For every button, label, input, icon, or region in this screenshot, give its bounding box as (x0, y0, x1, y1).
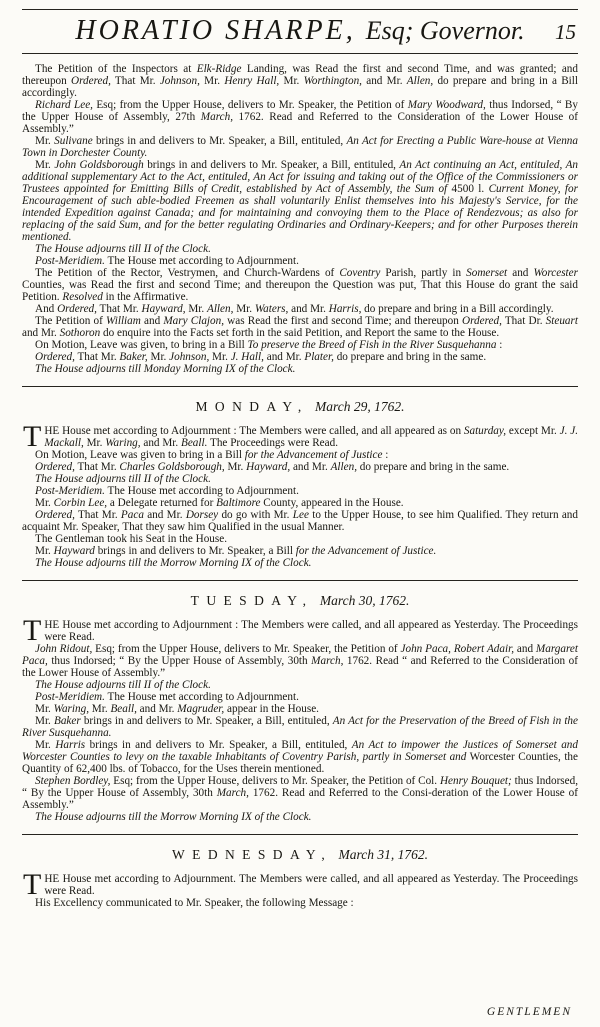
text-segment: Post-Meridiem. (35, 485, 105, 497)
text-segment: Mr. (35, 135, 55, 147)
paragraph (22, 643, 578, 679)
text-segment: thus Indorsed; “ By the Upper House of Assembly, 30th (47, 655, 312, 667)
text-segment: HE House met according to Adjournment : The Members were called, and all appeared as Yesterday. The Proceedings were Read. (44, 619, 578, 643)
text-segment: Saturday, (463, 425, 507, 437)
text-segment: Steuart (545, 315, 578, 327)
text-segment: Sulivane (54, 135, 93, 147)
text-segment: On Motion, Leave was given to bring in a Bill (35, 449, 245, 461)
paragraph (22, 739, 578, 775)
text-segment: Baker (53, 715, 81, 727)
text-segment: brings in and delivers to Mr. Speaker, a Bill, entituled, (80, 715, 333, 727)
text-segment: Magruder, (177, 703, 225, 715)
text-segment: Ordered, (35, 509, 75, 521)
text-segment: An Act continuing an Act, entituled, An additional supplementary Act to the Act, entituled, An Act for issuing and taking out of the Office of the Commissioners or Trustees appointed for Emitting Bills of Credit, established by Act of Assembly, the Sum of (22, 159, 578, 195)
text-segment: March, (311, 655, 344, 667)
running-header-suffix: Esq; Governor. (365, 16, 525, 45)
text-segment: And (35, 303, 58, 315)
text-segment: Waters, (254, 303, 289, 315)
drop-cap: T (23, 420, 42, 453)
text-segment: An Act to impower the Justices of Somerset and Worcester Counties to levy on the taxable Inhabitants of Coventry Parish, partly in Somerset and (22, 739, 578, 763)
text-segment: Ordered, (35, 351, 75, 363)
paragraph (22, 473, 578, 485)
text-segment: The House adjourns till Monday Morning IX of the Clock. (35, 363, 296, 375)
paragraph (22, 545, 578, 557)
text-segment: and Mr. (288, 303, 329, 315)
text-segment: and (140, 315, 164, 327)
section-rule (22, 580, 578, 581)
text-segment: Mr. (35, 739, 56, 751)
paragraph (22, 509, 578, 533)
text-segment: : (382, 449, 389, 461)
text-segment: The Petition of the Rector, Vestrymen, and Church-Wardens of (35, 267, 340, 279)
text-segment: Post-Meridiem. (35, 691, 105, 703)
text-segment: and (507, 267, 534, 279)
drop-cap: T (23, 868, 42, 901)
text-segment: Harris, (328, 303, 362, 315)
text-segment: That Mr. (74, 509, 121, 521)
text-segment: HE House met according to Adjournment : The Members were called, and all appeared as on (44, 425, 464, 437)
text-segment: Mr. (279, 75, 304, 87)
text-segment: do prepare and bring in a Bill accordingly. (361, 303, 554, 315)
paragraph (22, 267, 578, 303)
text-segment: An Act for the Preservation of the Breed of Fish in the River Susquehanna. (22, 715, 578, 739)
text-segment: Esq; from the Upper House, delivers to Mr. Speaker, the Petition of (92, 643, 401, 655)
paragraph (22, 255, 578, 267)
text-segment: Ordered, (35, 461, 75, 473)
paragraph (22, 533, 578, 545)
text-segment: Coventry (339, 267, 381, 279)
text-segment: The House adjourns till the Morrow Morning IX of the Clock. (35, 811, 312, 823)
text-segment: William (106, 315, 141, 327)
text-segment: Allen, (406, 75, 434, 87)
text-segment: To preserve the Breed of Fish in the River Susquehanna (247, 339, 497, 351)
text-segment: Hayward (53, 545, 95, 557)
text-segment: The House adjourns till II of the Clock. (35, 473, 211, 485)
text-segment: Johnson, (169, 351, 210, 363)
text-segment: March, (216, 787, 249, 799)
text-segment: Landing, was Read the first and second Time, and was granted; and thereupon (22, 63, 578, 87)
paragraph (22, 679, 578, 691)
text-segment: Parish, partly in (380, 267, 467, 279)
text-segment: That Mr. (74, 351, 120, 363)
text-segment: Worcester (533, 267, 578, 279)
section-heading-day: TUESDAY, (190, 593, 314, 608)
text-segment: Mary Clajon, (163, 315, 225, 327)
text-segment: HE House met according to Adjournment. The Members were called, and all appeared as Yesterday. The Proceedings were Read. (44, 873, 578, 897)
text-segment: brings in and delivers to Mr. Speaker, a Bill, entituled, (92, 135, 347, 147)
text-segment: Mr. (35, 159, 55, 171)
text-segment: Ordered, (462, 315, 502, 327)
text-segment: thus Indorsed, “ By the Upper House of Assembly, 30th (22, 775, 579, 799)
text-segment: Counties, was Read the first and second Time; and thereupon the Question was put, That this House do grant the said Petition. (22, 279, 578, 303)
text-segment: Henry Bouquet; (439, 775, 512, 787)
paragraph (22, 159, 578, 243)
text-segment: 4500 l. (447, 183, 489, 195)
text-segment: The House met according to Adjournment. (104, 485, 299, 497)
text-segment: Mr. (209, 351, 231, 363)
text-segment: That Mr. (110, 75, 160, 87)
text-segment: Beall, (110, 703, 137, 715)
text-segment: Worthington, (303, 75, 362, 87)
drop-cap: T (23, 614, 42, 647)
paragraph (22, 868, 578, 901)
text-segment: for the Advancement of Justice (244, 449, 383, 461)
text-segment: Mr. (89, 703, 111, 715)
text-segment: Hayward, (141, 303, 186, 315)
text-segment: Allen, (330, 461, 357, 473)
text-segment: Mr. (35, 497, 54, 509)
text-segment: The Gentleman took his Seat in the House. (35, 533, 228, 545)
paragraph (22, 461, 578, 473)
text-segment: The House adjourns till the Morrow Morning IX of the Clock. (35, 557, 312, 569)
text-segment: do enquire into the Facts set forth in the said Petition, and Report the same to the House. (100, 327, 500, 339)
text-segment: On Motion, Leave was given, to bring in a Bill (35, 339, 248, 351)
text-segment: The House adjourns till II of the Clock. (35, 243, 211, 255)
text-segment: That Dr. (501, 315, 546, 327)
text-segment: Esq; from the Upper House, delivers to Mr. Speaker, the Petition of (92, 99, 408, 111)
text-segment: and Mr. (140, 437, 181, 449)
text-segment: Post-Meridiem. (35, 255, 105, 267)
text-segment: Mr. (185, 303, 207, 315)
document-body (22, 63, 578, 909)
text-segment: March, (200, 111, 234, 123)
text-segment: Mr. (224, 461, 247, 473)
paragraph (22, 703, 578, 715)
text-segment: An Act for Erecting a Public Ware-house at Vienna Town in Dorchester County. (22, 135, 578, 159)
paragraph (22, 420, 579, 453)
paragraph (22, 775, 578, 811)
text-segment: thus Indorsed, “ By the Upper House of Assembly, 27th (22, 99, 578, 123)
text-segment: Waring, (53, 703, 89, 715)
text-segment: and Mr. (136, 703, 178, 715)
text-segment: The House met according to Adjournment. (104, 691, 299, 703)
text-segment: Stephen Bordley, (35, 775, 111, 787)
text-segment: Resolved (62, 291, 103, 303)
text-segment: The Proceedings were Read. (207, 437, 338, 449)
text-segment: to the Upper House, to see him Qualified. They return and acquaint Mr. Speaker, That they saw him Qualified in the usual Manner. (22, 509, 578, 533)
text-segment: Mr. (199, 75, 225, 87)
text-segment: John Paca, Robert Adair, (400, 643, 514, 655)
text-segment: Mary Woodward, (407, 99, 486, 111)
section-rule (22, 834, 578, 835)
text-segment: The House met according to Adjournment. (104, 255, 299, 267)
text-segment: Baltimore (216, 497, 261, 509)
paragraph (22, 614, 578, 647)
text-segment: Mr. (35, 703, 54, 715)
text-segment: except Mr. (506, 425, 560, 437)
text-segment: for the Advancement of Justice. (295, 545, 437, 557)
paragraph (22, 449, 578, 461)
section-heading-date: March 31, 1762. (335, 847, 428, 862)
text-segment: Current Money, for Encouragement of such able-bodied Freemen as shall voluntarily Enlist themselves into his Majesty's Service, for the intended Expedition against Canada; and for maintaining and convoying them to the Place of Rendezvous; as also for replacing of the said Sum, and for the better regulating Ordinaries and Ordinary-Keepers; and for other Purposes therein mentioned. (22, 183, 578, 243)
text-segment: Mr. (147, 351, 170, 363)
paragraph (22, 691, 578, 703)
text-segment: Sothoron (59, 327, 101, 339)
paragraph (22, 811, 578, 823)
text-segment: The House adjourns till II of the Clock. (35, 679, 211, 691)
text-segment: Harris (55, 739, 86, 751)
section-heading (22, 595, 578, 608)
text-segment: The Petition of the Inspectors at (35, 63, 197, 75)
text-segment: Mr. (35, 545, 54, 557)
text-segment: Ordered, (57, 303, 97, 315)
text-segment: That Mr. (74, 461, 120, 473)
text-segment: County, appeared in the House. (260, 497, 404, 509)
text-segment: and Mr. (290, 461, 331, 473)
paragraph (22, 363, 578, 375)
paragraph (22, 485, 578, 497)
text-segment: and Mr. (361, 75, 407, 87)
text-segment: J. J. Mackall, (44, 425, 579, 449)
text-segment: Beall. (180, 437, 208, 449)
text-segment: 1762. Read “ and Referred to the Consideration of the Lower House of Assembly.” (22, 655, 578, 679)
text-segment: Mr. (83, 437, 106, 449)
paragraph (22, 135, 578, 159)
text-segment: Margaret Paca, (22, 643, 578, 667)
text-segment: Baker, (119, 351, 148, 363)
section-heading-day: WEDNESDAY, (171, 847, 333, 862)
text-segment: Dorsey (185, 509, 219, 521)
text-segment: Plater, (304, 351, 334, 363)
text-segment: brings in and delivers to Mr. Speaker, a Bill, entituled, (85, 739, 352, 751)
page-number: 15 (555, 20, 576, 44)
text-segment: brings in and delivers to Mr. Speaker, a Bill, entituled, (143, 159, 400, 171)
section-heading (22, 401, 578, 414)
text-segment: do prepare and bring in a Bill accordingly. (22, 75, 579, 99)
text-segment: John Ridout, (35, 643, 93, 655)
text-segment: John Goldsborough (54, 159, 144, 171)
text-segment: Worcester Counties, the Quantity of 62,400 lbs. of Tobacco, for the Uses therein mentioned. (22, 751, 578, 775)
text-segment: Hayward, (246, 461, 291, 473)
text-segment: do go with Mr. (218, 509, 293, 521)
paragraph (22, 339, 578, 351)
text-segment: a Delegate returned for (107, 497, 217, 509)
text-segment: Richard Lee, (35, 99, 93, 111)
text-segment: Esq; from the Upper House, delivers to Mr. Speaker, the Petition of Col. (110, 775, 440, 787)
text-segment: J. Hall, (230, 351, 264, 363)
text-segment: was Read the first and second Time; and thereupon (224, 315, 462, 327)
text-segment: and (514, 643, 536, 655)
text-segment: do prepare and bring in the same. (333, 351, 487, 363)
text-segment: Somerset (466, 267, 508, 279)
text-segment: brings in and delivers to Mr. Speaker, a Bill (94, 545, 296, 557)
text-segment: Corbin Lee, (53, 497, 108, 509)
catchword: GENTLEMEN (486, 1006, 572, 1018)
section-heading-date: March 29, 1762. (311, 399, 405, 414)
paragraph (22, 243, 578, 255)
text-segment: do prepare and bring in the same. (357, 461, 510, 473)
paragraph (22, 63, 578, 99)
text-segment: Allen, (206, 303, 234, 315)
paragraph (22, 715, 578, 739)
text-segment: and Mr. (143, 509, 186, 521)
paragraph (22, 303, 578, 315)
text-segment: and Mr. (22, 327, 60, 339)
text-segment: That Mr. (96, 303, 142, 315)
text-segment: : (496, 339, 503, 351)
running-header-title: HORATIO SHARPE, (75, 15, 356, 46)
text-segment: Mr. (35, 715, 54, 727)
paragraph (22, 497, 578, 509)
section-rule (22, 386, 578, 387)
text-segment: The Petition of (35, 315, 107, 327)
paragraph (22, 897, 578, 909)
text-segment: in the Affirmative. (102, 291, 189, 303)
text-segment: Elk-Ridge (196, 63, 242, 75)
text-segment: Henry Hall, (224, 75, 280, 87)
text-segment: Ordered, (71, 75, 111, 87)
section-heading-day: MONDAY, (195, 399, 309, 414)
text-segment: Waring, (105, 437, 141, 449)
section-heading-date: March 30, 1762. (316, 593, 410, 608)
text-segment: 1762. Read and Referred to the Consideration of the Lower House of Assembly.” (22, 111, 579, 135)
text-segment: appear in the House. (224, 703, 319, 715)
header-rule (22, 53, 578, 54)
text-segment: Lee (292, 509, 309, 521)
section-heading (22, 849, 578, 862)
text-segment: and Mr. (263, 351, 305, 363)
page-header (22, 10, 578, 50)
paragraph (22, 557, 578, 569)
text-segment: Mr. (233, 303, 255, 315)
text-segment: Paca (120, 509, 144, 521)
text-segment: 1762. Read and Referred to the Consi-deration of the Lower House of Assembly.” (22, 787, 578, 811)
text-segment: Johnson, (159, 75, 200, 87)
text-segment: Charles Goldsborough, (119, 461, 225, 473)
paragraph (22, 315, 578, 339)
text-segment: His Excellency communicated to Mr. Speaker, the following Message : (35, 897, 354, 909)
paragraph (22, 99, 578, 135)
paragraph (22, 351, 578, 363)
